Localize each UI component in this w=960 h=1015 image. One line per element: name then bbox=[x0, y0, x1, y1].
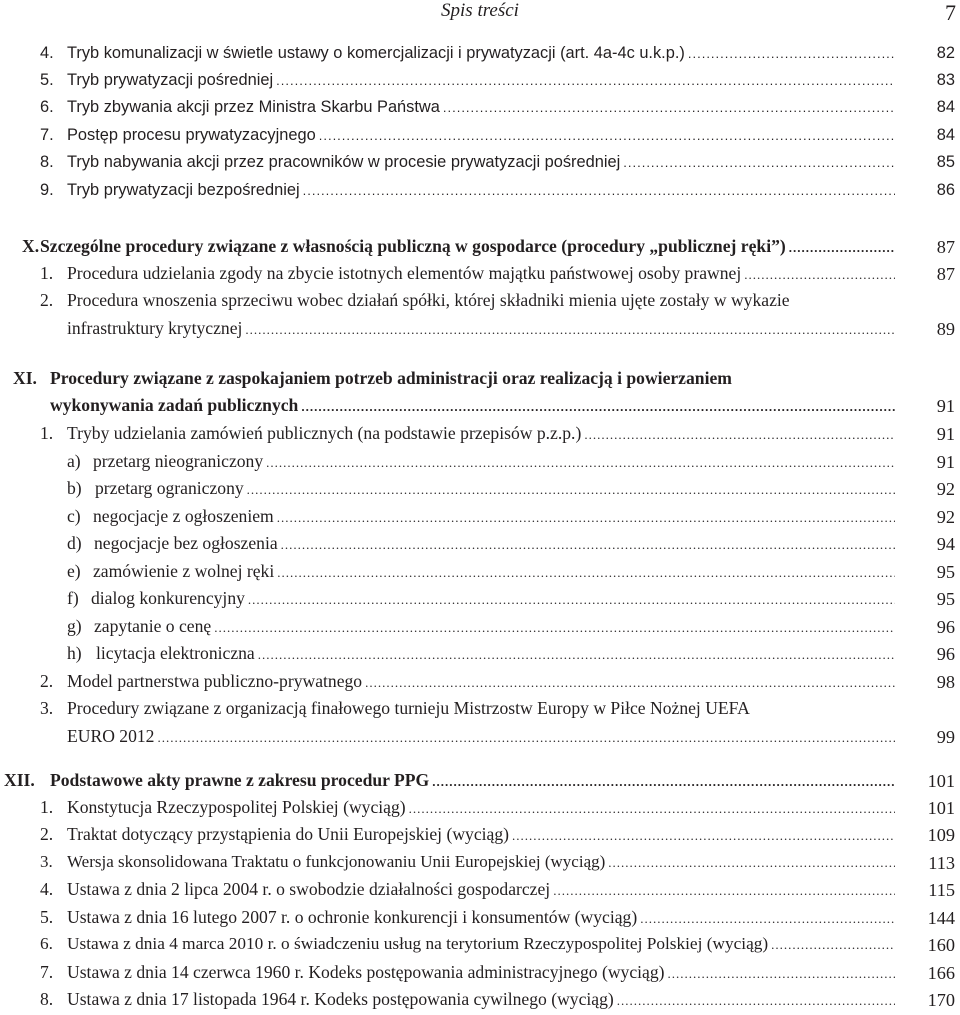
toc-entry-continuation[interactable]: EURO 2012 ..... bbox=[67, 726, 895, 747]
toc-entry[interactable]: 4. Ustawa z dnia 2 lipca 2004 r. o swobodzie działalności gospodarczej ..... bbox=[40, 879, 895, 900]
toc-page-number: 92 bbox=[936, 507, 955, 527]
toc-entry[interactable]: 2. Model partnerstwa publiczno-prywatnego ..... bbox=[40, 671, 895, 692]
toc-page-number: 115 bbox=[928, 880, 955, 900]
toc-entry[interactable]: 9. Tryb prywatyzacji bezpośredniej ..... bbox=[40, 181, 895, 200]
toc-subentry[interactable]: g) zapytanie o cenę ..... bbox=[67, 616, 895, 637]
toc-entry[interactable]: 2. Traktat dotyczący przystąpienia do Unii Europejskiej (wyciąg) ..... bbox=[40, 824, 895, 845]
toc-page-number: 82 bbox=[936, 44, 955, 62]
toc-subentry[interactable]: h) licytacja elektroniczna ..... bbox=[67, 643, 895, 664]
toc-page-number: 144 bbox=[927, 908, 955, 928]
toc-subentry[interactable]: e) zamówienie z wolnej ręki ..... bbox=[67, 561, 895, 582]
toc-entry[interactable]: 1. Procedura udzielania zgody na zbycie istotnych elementów majątku państwowej osoby prawnej ..... bbox=[40, 263, 895, 284]
toc-page-number: 91 bbox=[936, 424, 955, 444]
toc-entry[interactable]: 1. Tryby udzielania zamówień publicznych (na podstawie przepisów p.z.p.) ..... bbox=[40, 423, 895, 444]
section-heading[interactable]: XI. Procedury związane z zaspokajaniem potrzeb administracji oraz realizacją i powierzaniem bbox=[13, 368, 732, 388]
toc-page-number: 96 bbox=[936, 644, 955, 664]
toc-page-number: 84 bbox=[936, 98, 955, 116]
toc-page-number: 99 bbox=[936, 727, 955, 747]
running-header-title: Spis treści bbox=[441, 0, 519, 21]
toc-entry[interactable]: 1. Konstytucja Rzeczypospolitej Polskiej (wyciąg) ..... bbox=[40, 797, 895, 818]
toc-page-number: 160 bbox=[927, 935, 955, 955]
toc-page-number: 113 bbox=[928, 853, 955, 873]
toc-page-number: 91 bbox=[936, 396, 955, 416]
toc-entry[interactable]: 5. Tryb prywatyzacji pośredniej ..... bbox=[40, 71, 895, 90]
toc-page-number: 87 bbox=[936, 237, 955, 257]
toc-page-number: 91 bbox=[936, 452, 955, 472]
toc-entry[interactable]: 7. Ustawa z dnia 14 czerwca 1960 r. Kodeks postępowania administracyjnego (wyciąg) ..... bbox=[40, 962, 895, 983]
toc-page-number: 166 bbox=[927, 963, 955, 983]
toc-page-number: 95 bbox=[936, 589, 955, 609]
section-heading[interactable]: X. Szczególne procedury związane z własnością publiczną w gospodarce (procedury „publicznej ręki”) ..... bbox=[22, 236, 895, 257]
toc-entry[interactable]: 6. Ustawa z dnia 4 marca 2010 r. o świadczeniu usług na terytorium Rzeczypospolitej Polskiej (wyciąg) ..... bbox=[40, 934, 895, 954]
toc-page-number: 86 bbox=[936, 181, 955, 199]
toc-subentry[interactable]: a) przetarg nieograniczony ..... bbox=[67, 451, 895, 472]
toc-page-number: 109 bbox=[927, 825, 955, 845]
toc-subentry[interactable]: d) negocjacje bez ogłoszenia ..... bbox=[67, 533, 895, 554]
toc-page-number: 83 bbox=[936, 71, 955, 89]
section-heading-continuation[interactable]: wykonywania zadań publicznych ..... bbox=[50, 395, 895, 416]
page-number: 7 bbox=[945, 0, 956, 25]
toc-entry[interactable]: 7. Postęp procesu prywatyzacyjnego ..... bbox=[40, 126, 895, 145]
toc-page-number: 95 bbox=[936, 562, 955, 582]
toc-entry-continuation[interactable]: infrastruktury krytycznej ..... bbox=[67, 318, 895, 339]
toc-entry[interactable]: 2. Procedura wnoszenia sprzeciwu wobec działań spółki, której składniki mienia ujęte zostały w wykazie bbox=[40, 290, 790, 310]
toc-page-number: 96 bbox=[936, 617, 955, 637]
toc-subentry[interactable]: c) negocjacje z ogłoszeniem ..... bbox=[67, 506, 895, 527]
toc-page-number: 84 bbox=[936, 126, 955, 144]
toc-entry[interactable]: 8. Tryb nabywania akcji przez pracowników w procesie prywatyzacji pośredniej ..... bbox=[40, 153, 895, 172]
toc-entry[interactable]: 6. Tryb zbywania akcji przez Ministra Skarbu Państwa ..... bbox=[40, 98, 895, 117]
toc-entry[interactable]: 3. Wersja skonsolidowana Traktatu o funkcjonowaniu Unii Europejskiej (wyciąg) ..... bbox=[40, 852, 895, 872]
toc-page-number: 98 bbox=[936, 672, 955, 692]
toc-entry[interactable]: 5. Ustawa z dnia 16 lutego 2007 r. o ochronie konkurencji i konsumentów (wyciąg) ..... bbox=[40, 907, 895, 928]
toc-page-number: 101 bbox=[927, 771, 955, 791]
section-heading[interactable]: XII. Podstawowe akty prawne z zakresu procedur PPG ..... bbox=[4, 770, 895, 791]
toc-entry[interactable]: 3. Procedury związane z organizacją finałowego turnieju Mistrzostw Europy w Piłce Nożnej UEFA bbox=[40, 698, 750, 718]
toc-page-number: 85 bbox=[936, 153, 955, 171]
toc-page-number: 94 bbox=[936, 534, 955, 554]
toc-page-number: 89 bbox=[936, 319, 955, 339]
toc-entry[interactable]: 4. Tryb komunalizacji w świetle ustawy o komercjalizacji i prywatyzacji (art. 4a-4c u.k.p.) ..... bbox=[40, 44, 895, 63]
toc-entry[interactable]: 8. Ustawa z dnia 17 listopada 1964 r. Kodeks postępowania cywilnego (wyciąg) ..... bbox=[40, 989, 895, 1010]
toc-page-number: 101 bbox=[927, 798, 955, 818]
toc-page-number: 92 bbox=[936, 479, 955, 499]
toc-page-number: 87 bbox=[936, 264, 955, 284]
toc-subentry[interactable]: f) dialog konkurencyjny ..... bbox=[67, 588, 895, 609]
toc-subentry[interactable]: b) przetarg ograniczony ..... bbox=[67, 478, 895, 499]
toc-page-number: 170 bbox=[927, 990, 955, 1010]
